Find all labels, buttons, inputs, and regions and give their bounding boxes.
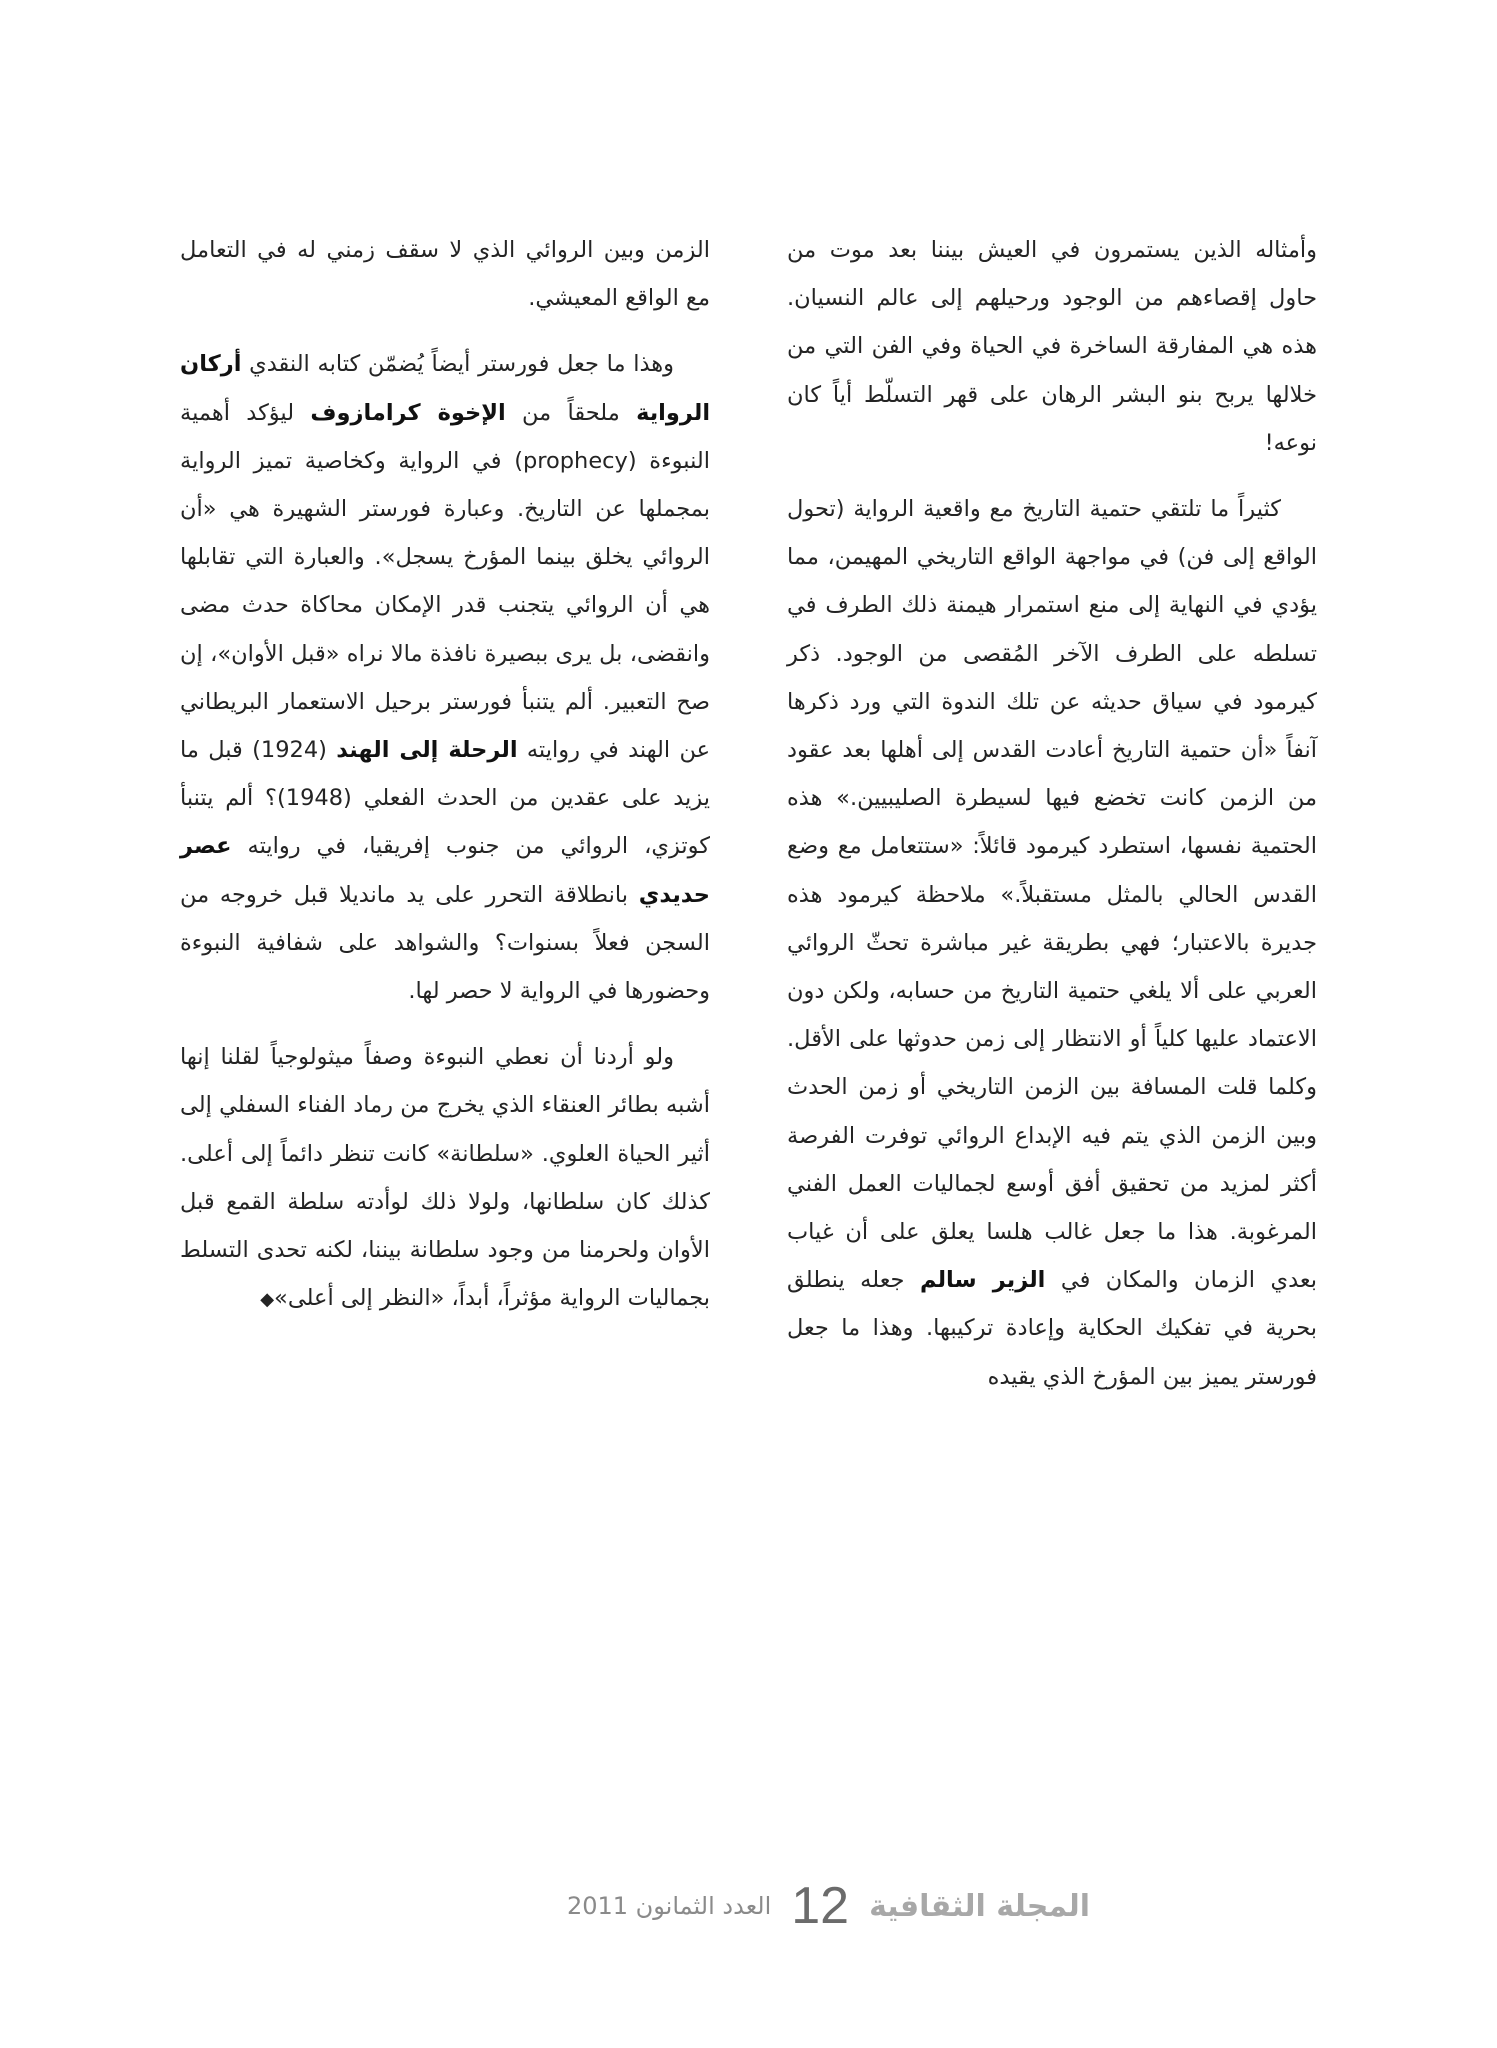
- article-column-left: [180, 226, 710, 1342]
- paragraph-text: ليؤكد أهمية النبوءة (prophecy) في الرواية وكخاصية تميز الرواية بمجملها عن التاريخ. وعبارة فورستر الشهيرة هي «أن الروائي يخلق بينما المؤرخ يسجل». والعبارة التي تقابلها هي أن الروائي يتجنب قدر الإمكان محاكاة حدث مضى وانقضى، بل يرى ببصيرة نافذة مالا نراه «قبل الأوان»، إن صح التعبير. ألم يتنبأ فورستر برحيل الاستعمار البريطاني عن الهند في روايته: [180, 399, 711, 764]
- end-of-article-diamond-icon: ◆: [260, 1289, 275, 1311]
- paragraph-text: كثيراً ما تلتقي حتمية التاريخ مع واقعية الرواية (تحول الواقع إلى فن) في مواجهة الواقع التاريخي المهيمن، مما يؤدي في النهاية إلى منع استمرار هيمنة ذلك الطرف في تسلطه على الطرف الآخر المُقصى من الوجود. ذكر كيرمود في سياق حديثه عن تلك الندوة التي ورد ذكرها آنفاً «أن حتمية التاريخ أعادت القدس إلى أهلها بعد عقود من الزمن كانت تخضع فيها لسيطرة الصليبيين.» هذه الحتمية نفسها، استطرد كيرمود قائلاً: «ستتعامل مع وضع القدس الحالي بالمثل مستقبلاً.» ملاحظة كيرمود هذه جديرة بالاعتبار؛ فهي بطريقة غير مباشرة تحثّ الروائي العربي على ألا يلغي حتمية التاريخ من حسابه، ولكن دون الاعتماد عليها كلياً أو الانتظار إلى زمن حدوثها على الأقل. وكلما قلت المسافة بين الزمن التاريخي أو زمن الحدث وبين الزمن الذي يتم فيه الإبداع الروائي توفرت الفرصة أكثر لمزيد من تحقيق أفق أوسع لجماليات العمل الفني المرغوبة. هذا ما جعل غالب هلسا يعلق على أن غياب بعدي الزمان والمكان في: [787, 496, 1317, 1294]
- paragraph: [787, 226, 1317, 467]
- paragraph: [180, 226, 710, 322]
- paragraph: [787, 485, 1317, 1401]
- paragraph: [180, 1033, 710, 1324]
- paragraph-text: وهذا ما جعل فورستر أيضاً يُضمّن كتابه النقدي: [249, 351, 674, 378]
- magazine-name: المجلة الثقافية: [869, 1888, 1090, 1924]
- book-title: الزير سالم: [919, 1267, 1046, 1294]
- article-column-right: [787, 226, 1317, 1419]
- paragraph-text: جعله ينطلق بحرية في تفكيك الحكاية وإعادة تركيبها. وهذا ما جعل فورستر يميز بين المؤرخ الذي يقيده: [787, 1267, 1317, 1390]
- paragraph-text: الزمن وبين الروائي الذي لا سقف زمني له في التعامل مع الواقع المعيشي.: [180, 237, 710, 312]
- page-footer: [430, 1876, 1090, 1936]
- paragraph-text: ملحقاً من: [522, 399, 620, 426]
- book-title: عصر حديدي: [180, 833, 711, 908]
- book-title: الإخوة كرامازوف: [310, 399, 506, 426]
- paragraph-text: وأمثاله الذين يستمرون في العيش بيننا بعد موت من حاول إقصاءهم من الوجود ورحيلهم إلى عالم النسيان. هذه هي المفارقة الساخرة في الحياة وفي الفن التي من خلالها يربح بنو البشر الرهان على قهر التسلّط أياً كان نوعه!: [787, 237, 1317, 456]
- paragraph-text: (1924) قبل ما يزيد على عقدين من الحدث الفعلي (1948)؟ ألم يتنبأ كوتزي، الروائي من جنوب إفريقيا، في روايته: [180, 737, 710, 860]
- book-title: الرحلة إلى الهند: [336, 737, 518, 764]
- paragraph-text: بانطلاقة التحرر على يد مانديلا قبل خروجه من السجن فعلاً بسنوات؟ والشواهد على شفافية النبوءة وحضورها في الرواية لا حصر لها.: [180, 881, 710, 1005]
- paragraph-text: ولو أردنا أن نعطي النبوءة وصفاً ميثولوجياً لقلنا إنها أشبه بطائر العنقاء الذي يخرج من رماد الفناء السفلي إلى أثير الحياة العلوي. «سلطانة» كانت تنظر دائماً إلى أعلى. كذلك كان سلطانها، ولولا ذلك لوأدته سلطة القمع قبل الأوان ولحرمنا من وجود سلطانة بيننا، لكنه تحدى التسلط بجماليات الرواية مؤثراً، أبداً، «النظر إلى أعلى»: [180, 1044, 710, 1312]
- book-title: أركان الرواية: [180, 351, 711, 426]
- paragraph: [180, 340, 710, 1015]
- page-number: 12: [791, 1877, 850, 1935]
- issue-label: العدد الثمانون 2011: [566, 1892, 772, 1920]
